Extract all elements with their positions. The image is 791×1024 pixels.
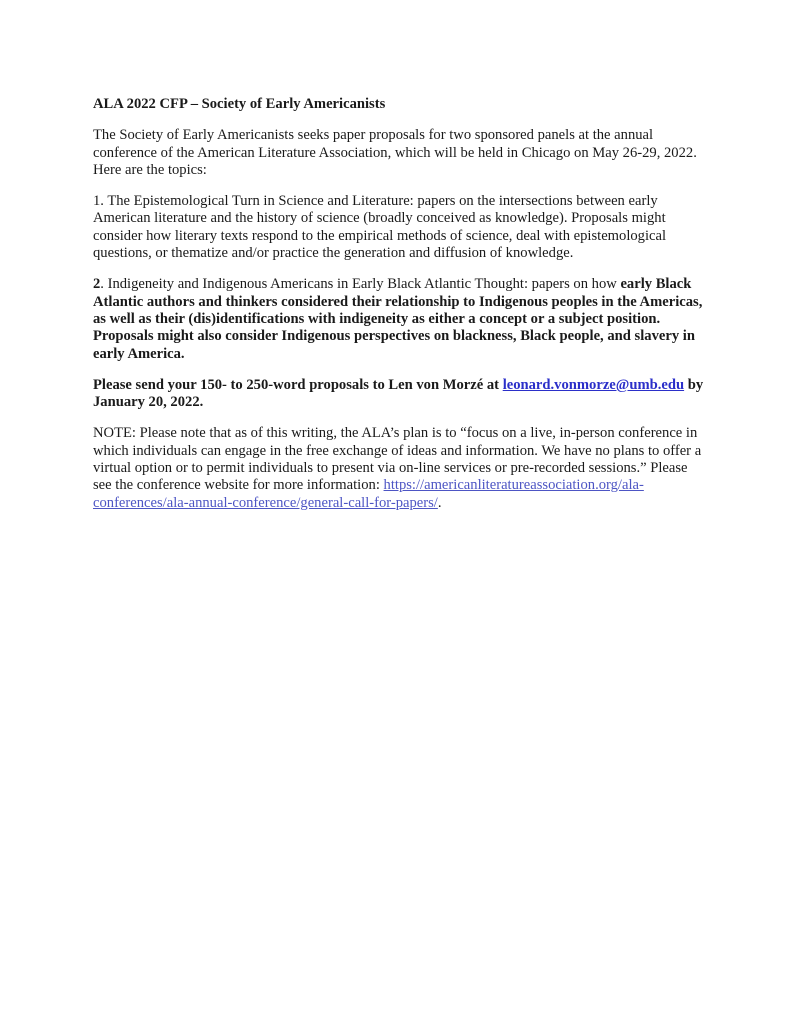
document-title: ALA 2022 CFP – Society of Early Americanists [93,96,386,112]
text-run: 2 [93,276,101,293]
email-link[interactable]: leonard.vonmorze@umb.edu [502,376,685,393]
paragraph [93,276,705,362]
text-run: NOTE: Please note that as of this writing, the ALA’s plan is to “focus on a live, in-person conference in which individuals can engage in the free exchange of ideas and information. We have no plans to offer a virtual option or to permit individuals to present via on-line services or pre-recorded sessions.” Please see the conference website for more information: [93,425,705,494]
text-run: The Society of Early Americanists seeks paper proposals for two sponsored panels at the annual conference of the American Literature Association, which will be held in Chicago on May 26-29, 2022. Here are the topics: [93,127,701,178]
text-run: . Indigeneity and Indigenous Americans in Early Black Atlantic Thought: papers on how [100,276,621,293]
paragraph [93,127,705,179]
text-run: 1. The Epistemological Turn in Science and Literature: papers on the intersections between early American literature and the history of science (broadly conceived as knowledge). Proposals might consider how literary texts respond to the empirical methods of science, deal with epistemological questions, or thematize and/or practice the generation and diffusion of knowledge. [93,193,670,262]
url-link[interactable]: https://americanliteratureassociation.org/ala-conferences/ala-annual-conference/general-call-for-papers/ [93,477,644,511]
paragraph [93,377,705,412]
text-run: early Black Atlantic authors and thinkers considered their relationship to Indigenous peoples in the Americas, as well as their (dis)identifications with indigeneity as either a concept or a subject position. Proposals might also consider Indigenous perspectives on blackness, Black people, and slavery in early America. [93,276,707,362]
paragraph [93,425,705,511]
text-run: . [437,494,442,511]
text-run: by January 20, 2022. [93,376,707,411]
document-body [93,127,705,512]
paragraph [93,193,705,262]
text-run: Please send your 150- to 250-word proposals to Len von Morzé at [93,376,503,393]
